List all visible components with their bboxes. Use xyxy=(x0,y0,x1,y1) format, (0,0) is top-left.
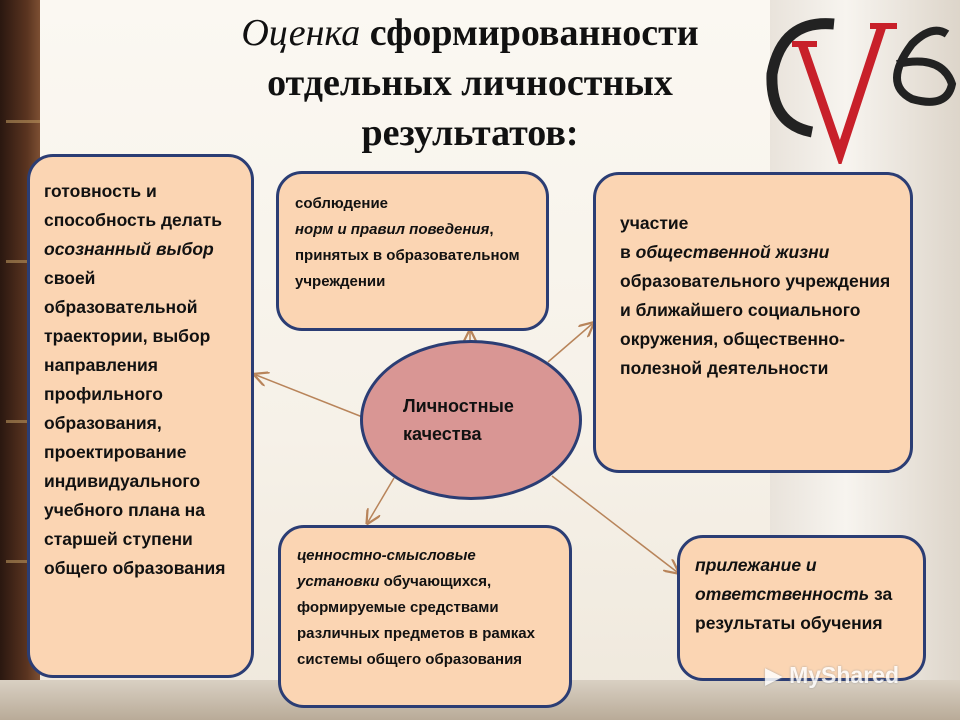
box-right-rest: образовательного учреждения и ближайшего социального окружения, общественно-полезной деятельности xyxy=(620,271,891,378)
watermark-text: MyShared xyxy=(789,662,900,688)
arrow-to-bottom xyxy=(368,478,394,522)
box-left-italic: осознанный выбор xyxy=(44,239,214,259)
arrow-to-right xyxy=(548,324,592,362)
box-left-text xyxy=(44,177,245,583)
myshared-icon: ▶ xyxy=(765,662,783,688)
box-bottom-right-text xyxy=(695,551,915,638)
box-norms-compliance xyxy=(276,171,549,331)
box-bottom-italic: ценностно-смысловые установки xyxy=(297,547,476,590)
arrow-to-left xyxy=(256,375,365,418)
box-diligence xyxy=(677,535,926,681)
box-bottom-right-italic: прилежание и ответственность xyxy=(695,555,870,604)
myshared-watermark xyxy=(765,662,899,689)
box-right-prefix: в xyxy=(620,242,636,262)
title-lead: Оценка xyxy=(241,12,361,54)
box-left-text-1: готовность и способность делать xyxy=(44,181,222,230)
title-line3: результатов: xyxy=(361,112,579,154)
box-bottom-text xyxy=(297,543,561,673)
box-right-text xyxy=(620,209,902,383)
box-right-line1: участие xyxy=(620,213,689,233)
box-left-text-2: своей образовательной траектории, выбор направления профильного образования, проектирование индивидуального учебного плана на старшей ступени общего образования xyxy=(44,268,226,578)
box-bottom-right-rest: за результаты обучения xyxy=(695,584,893,633)
box-top-line1: соблюдение xyxy=(295,195,389,212)
box-top-text xyxy=(295,191,538,295)
box-right-italic: общественной жизни xyxy=(635,242,830,262)
box-top-rest: , принятых в образовательном учреждении xyxy=(295,221,520,290)
box-value-attitudes xyxy=(278,525,572,708)
center-line2: качества xyxy=(403,424,482,444)
center-personal-qualities xyxy=(360,340,582,500)
box-bottom-rest: обучающихся, формируемые средствами различных предметов в рамках системы общего образования xyxy=(297,573,535,668)
title-line2: отдельных личностных xyxy=(267,62,673,104)
box-choice-readiness xyxy=(27,154,254,678)
title-rest: сформированности xyxy=(369,12,699,54)
center-line1: Личностные xyxy=(403,396,514,416)
box-top-italic: норм и правил поведения xyxy=(295,221,490,238)
box-social-participation xyxy=(593,172,913,473)
